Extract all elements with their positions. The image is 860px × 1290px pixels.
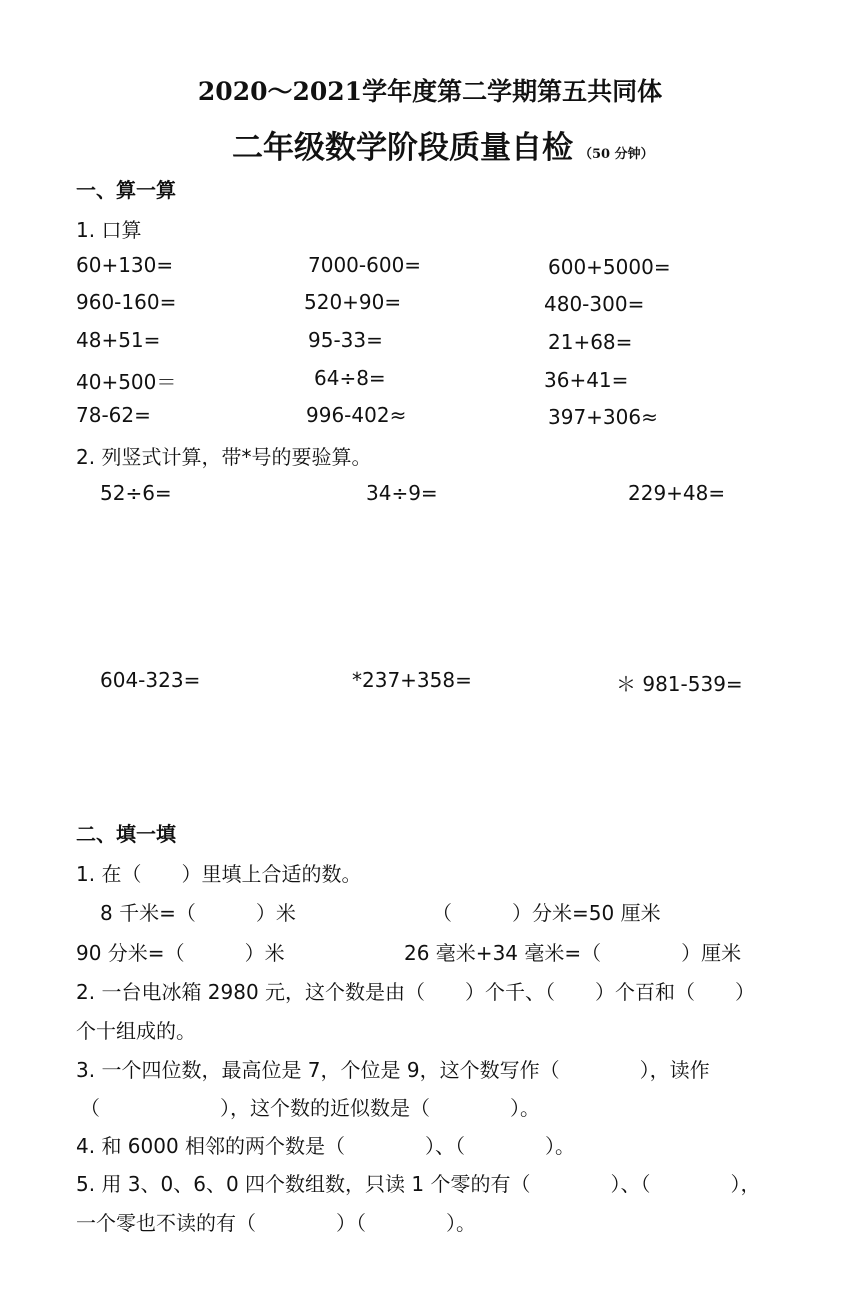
q2-label: 2. 列竖式计算，带*号的要验算。 — [76, 445, 372, 469]
fill-question-2-line2: 个十组成的。 — [76, 1019, 196, 1043]
q1-label: 1. 口算 — [76, 218, 142, 242]
oral-calc-item: 40+500＝ — [76, 370, 177, 394]
fill-blank-item: 90 分米=（ ）米 — [76, 941, 285, 965]
oral-calc-item: 48+51= — [76, 328, 161, 352]
oral-calc-item: 520+90= — [304, 290, 402, 314]
vertical-calc-item: *237+358= — [352, 668, 472, 692]
fill-question-4: 4. 和 6000 相邻的两个数是（ ）、（ ）。 — [76, 1134, 576, 1158]
vertical-calc-item: 52÷6= — [100, 481, 172, 505]
fill-blank-item: 26 毫米+34 毫米=（ ）厘米 — [404, 941, 742, 965]
oral-calc-item: 21+68= — [548, 330, 633, 354]
section1-heading: 一、算一算 — [76, 178, 176, 202]
fill-question-5-line2: 一个零也不读的有（ ）（ ）。 — [76, 1211, 476, 1235]
oral-calc-item: 7000-600= — [308, 253, 422, 277]
title-line-2 — [232, 122, 654, 167]
duration-note: （50 分钟） — [579, 147, 654, 162]
fill-question-2-line1: 2. 一台电冰箱 2980 元，这个数是由（ ）个千、（ ）个百和（ ） — [76, 980, 756, 1004]
vertical-calc-item: 229+48= — [628, 481, 726, 505]
section2-heading: 二、填一填 — [76, 822, 176, 846]
oral-calc-item: 60+130= — [76, 253, 174, 277]
title-line-1: 2020～2021学年度第二学期第五共同体 — [197, 77, 663, 106]
vertical-calc-item: 34÷9= — [366, 481, 438, 505]
oral-calc-item: 95-33= — [308, 328, 383, 352]
fill-question-3-line1: 3. 一个四位数，最高位是 7，个位是 9，这个数写作（ ），读作 — [76, 1058, 710, 1082]
fill-question-5-line1: 5. 用 3、0、6、0 四个数组数，只读 1 个零的有（ ）、（ ）， — [76, 1172, 761, 1196]
vertical-calc-item: ＊ 981-539= — [616, 672, 743, 696]
fill-blank-item: 8 千米=（ ）米 — [100, 901, 296, 925]
fill-question-3-line2: （ ），这个数的近似数是（ ）。 — [80, 1096, 540, 1120]
oral-calc-item: 64÷8= — [314, 366, 386, 390]
oral-calc-item: 996-402≈ — [306, 403, 407, 427]
oral-calc-item: 78-62= — [76, 403, 151, 427]
vertical-calc-item: 604-323= — [100, 668, 201, 692]
oral-calc-item: 600+5000= — [548, 255, 671, 279]
oral-calc-item: 397+306≈ — [548, 405, 658, 429]
oral-calc-item: 480-300= — [544, 292, 645, 316]
oral-calc-item: 960-160= — [76, 290, 177, 314]
paper-title: 二年级数学阶段质量自检 — [232, 130, 573, 166]
fill-blank-item: （ ）分米=50 厘米 — [432, 901, 661, 925]
oral-calc-item: 36+41= — [544, 368, 629, 392]
fill-question-1: 1. 在（ ）里填上合适的数。 — [76, 862, 362, 886]
